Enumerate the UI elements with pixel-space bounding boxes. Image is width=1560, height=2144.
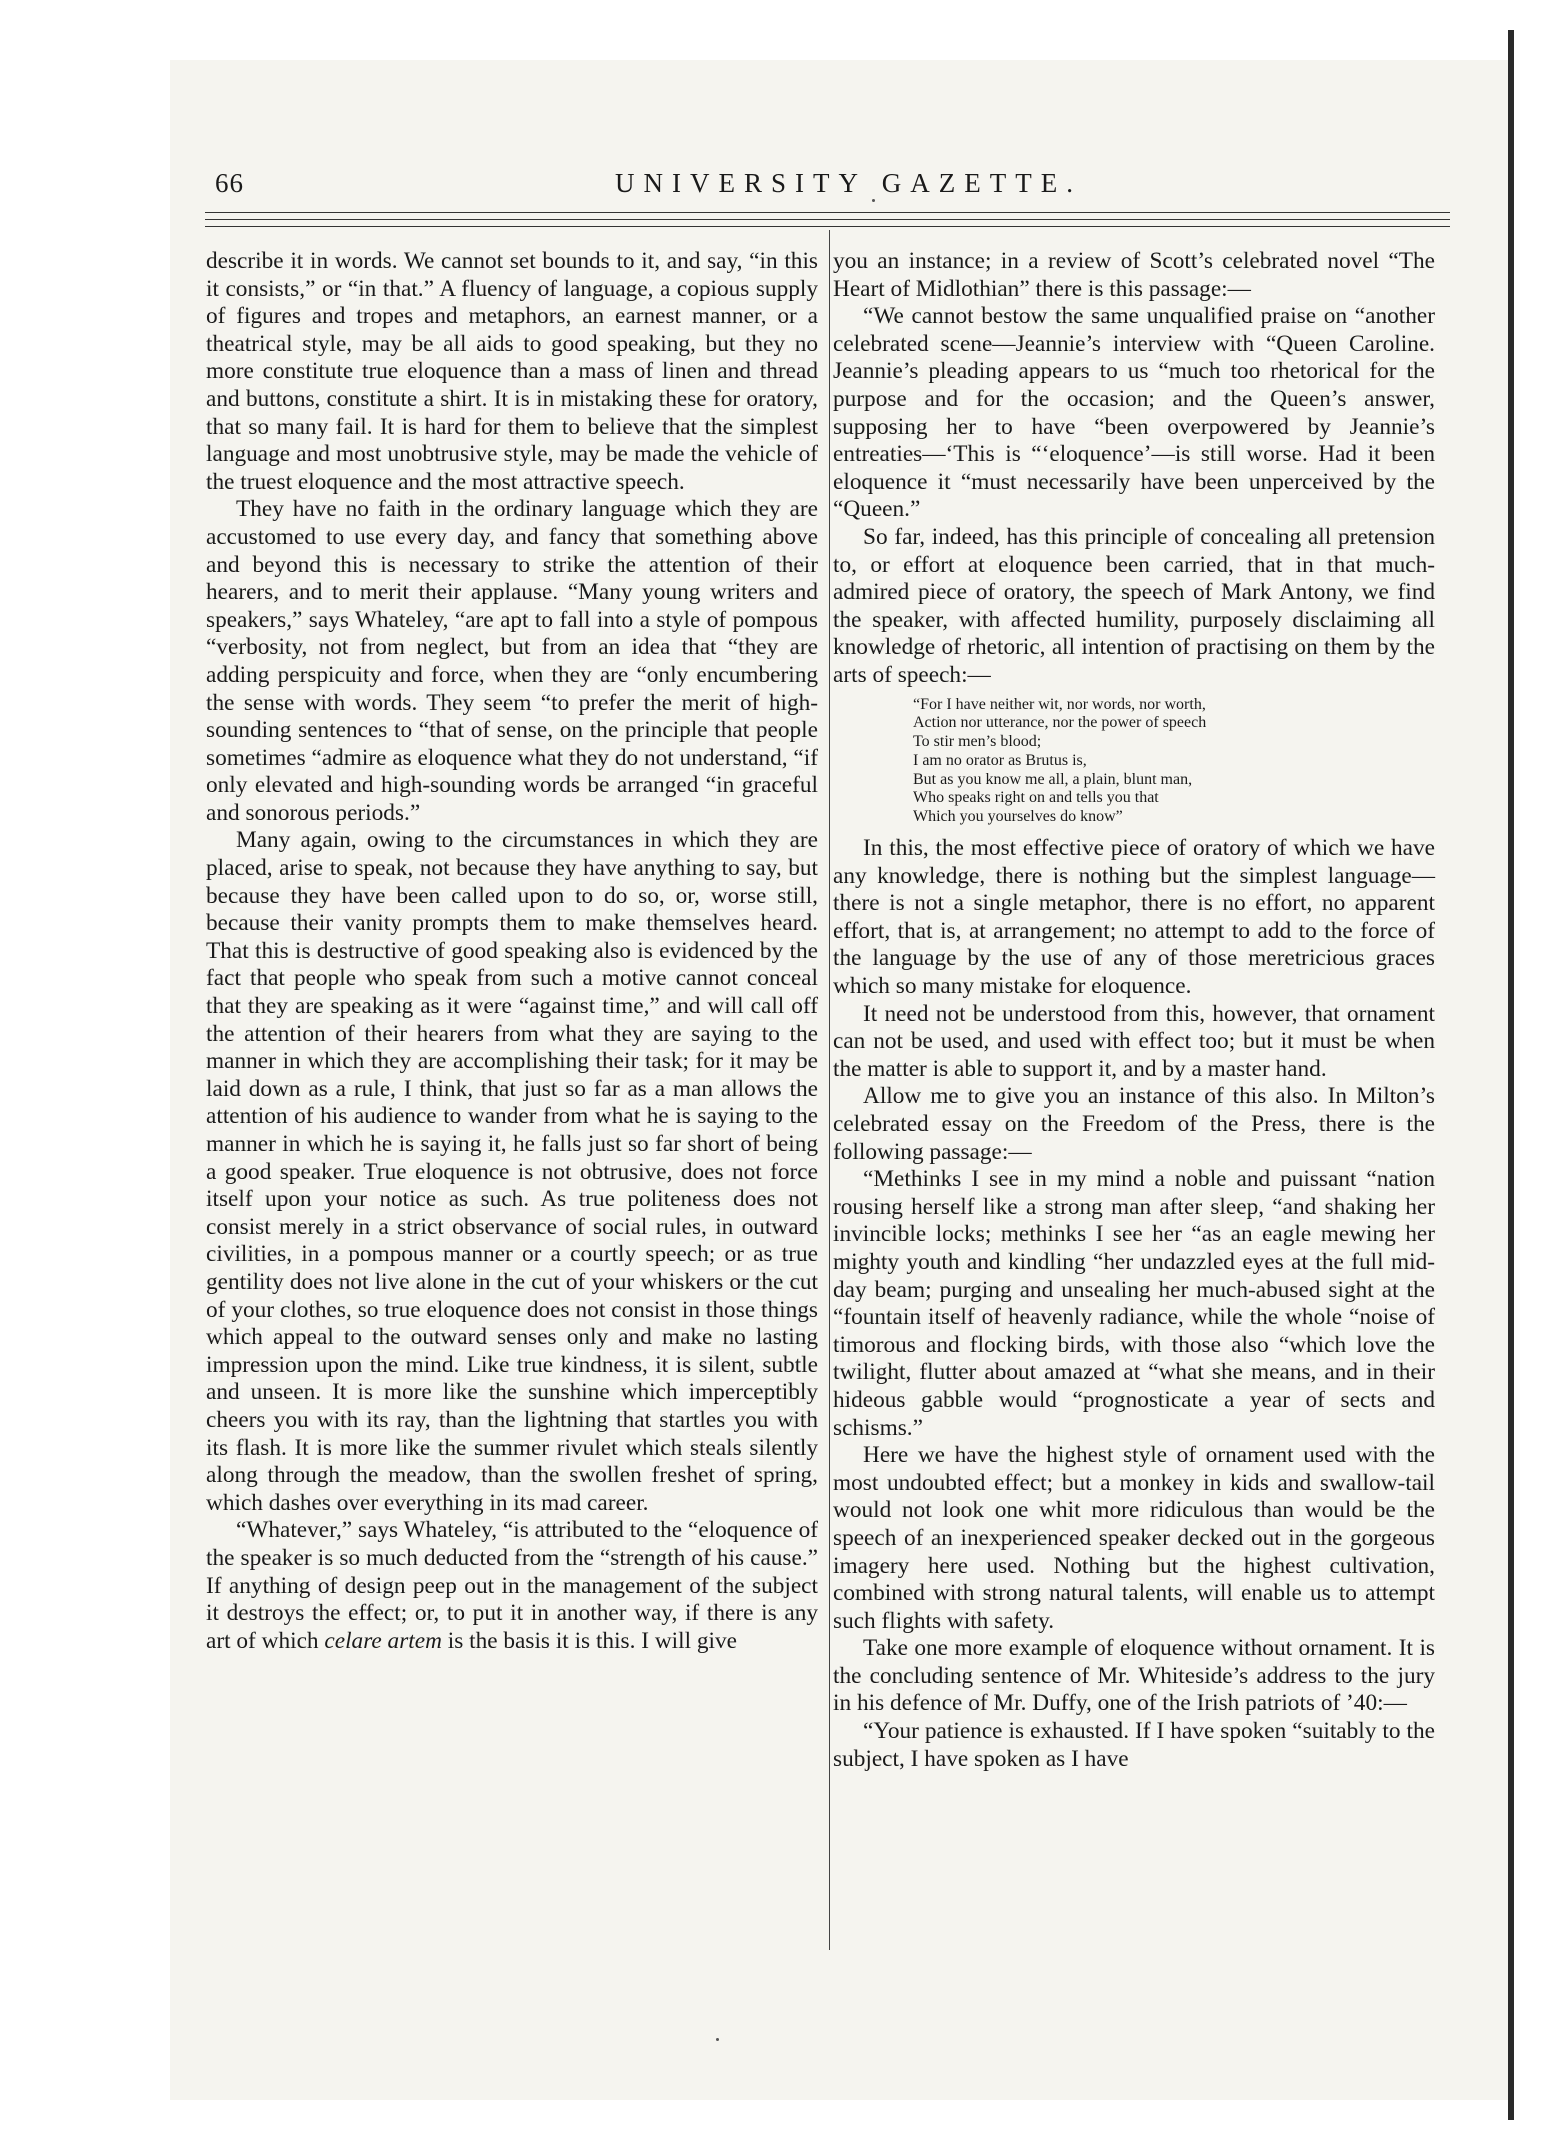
paragraph: In this, the most effective piece of oratory of which we have any knowledge, there is nothing but the simplest language—there is not a single metaphor, there is no effort, no apparent effort, that is, at arrangement; no attempt to add to the force of the language by the use of any of those meretricious graces which so many mistake for eloquence. (833, 835, 1435, 1000)
verse-quotation (913, 696, 1435, 828)
verse-line: I am no orator as Brutus is, (913, 751, 1087, 769)
milton-quotation: “Methinks I see in my mind a noble and puissant “nation rousing herself like a strong man after sleep, “and shaking her invincible locks; methinks I see her “as an eagle mewing her mighty youth and kindling “her undazzled eyes at the full mid-day beam; purging and unsealing her much-abused sight at the “fountain itself of heavenly radiance, while the whole “noise of timorous and flocking birds, with those also “which love the twilight, flutter about amazed at “what she means, and in their hideous gabble would “prognosticate a year of sects and schisms.” (833, 1166, 1435, 1441)
paragraph: Allow me to give you an instance of this also. In Milton’s celebrated essay on the Freedom of the Press, there is the following passage:— (833, 1083, 1435, 1165)
paragraph: They have no faith in the ordinary language which they are accustomed to use every day, and fancy that something above and beyond this is necessary to strike the attention of their hearers, and to merit their applause. “Many young writers and speakers,” says Whateley, “are apt to fall into a style of pompous “verbosity, not from neglect, but from an idea that “they are adding perspicuity and force, when they are “only encumbering the sense with words. They seem “to prefer the merit of high-sounding sentences to “that of sense, on the principle that people sometimes “admire as eloquence what they do not understand, “if only elevated and high-sounding words be arranged “in graceful and sonorous periods.” (206, 496, 818, 826)
header-rule-middle (205, 219, 1450, 220)
paragraph: Many again, owing to the circumstances in which they are placed, arise to speak, not because they have anything to say, but because they have been called upon to do so, or, worse still, because their vanity prompts them to make themselves heard. That this is destructive of good speaking also is evidenced by the fact that people who speak from such a motive cannot conceal that they are speaking as it were “against time,” and will call off the attention of their hearers from what they are saying to the manner in which they are accomplishing their task; for it may be laid down as a rule, I think, that just so far as a man allows the attention of his audience to wander from what he is saying to the manner in which he is saying it, he falls just so far short of being a good speaker. True eloquence is not obtrusive, does not force itself upon your notice as such. As true politeness does not consist merely in a strict observance of social rules, in outward civilities, in a pompous manner or a courtly speech; or as true gentility does not live alone in the cut of your whiskers or the cut of your clothes, so true eloquence does not consist in those things which appeal to the outward senses only and make no lasting impression upon the mind. Like true kindness, it is silent, subtle and unseen. It is more like the sunshine which imperceptibly cheers you with its ray, than the lightning that startles you with its flash. It is more like the summer rivulet which steals silently along through the meadow, than the swollen freshet of spring, which dashes over everything in its mad career. (206, 827, 818, 1516)
quoted-review: “We cannot bestow the same unqualified praise on “another celebrated scene—Jeannie’s interview with “Queen Caroline. Jeannie’s pleading appears to us “much too rhetorical for the purpose and for the occasion; and the Queen’s answer, supposing her to have “been overpowered by Jeannie’s entreaties—‘This is “‘eloquence’—is still worse. Had it been eloquence it “must necessarily have been unperceived by the “Queen.” (833, 303, 1435, 523)
verse-line: Who speaks right on and tells you that (913, 789, 1159, 807)
header-rule-bottom (205, 226, 1450, 227)
paragraph-text: “Whatever,” says Whateley, “is attributed to the “eloquence of the speaker is so much deducted from the “strength of his cause.” If anything of design peep out in the management of the subject it destroys the effect; or, to put it in another way, if there is any art of which (206, 1517, 818, 1654)
verse-line: Action nor utterance, nor the power of speech (913, 714, 1207, 732)
paper-speck (872, 199, 875, 202)
paragraph: So far, indeed, has this principle of concealing all pretension to, or effort at eloquence been carried, that in that much-admired piece of oratory, the speech of Mark Antony, we find the speaker, with affected humility, purposely disclaiming all knowledge of rhetoric, all intention of practising on them by the arts of speech:— (833, 523, 1435, 688)
page-edge-shadow (1508, 30, 1514, 2120)
page-header (215, 168, 1455, 208)
running-title: UNIVERSITY GAZETTE. (615, 168, 1082, 198)
header-rule-top (205, 212, 1450, 213)
paper-speck (716, 2038, 719, 2041)
paragraph: Here we have the highest style of ornament used with the most undoubted effect; but a monkey in kids and swallow-tail would not look one whit more ridiculous than would be the speech of an inexperienced speaker decked out in the gorgeous imagery here used. Nothing but the highest cultivation, combined with strong natural talents, will enable us to attempt such flights with safety. (833, 1442, 1435, 1634)
paragraph: describe it in words. We cannot set bounds to it, and say, “in this it consists,” or “in that.” A fluency of language, a copious supply of figures and tropes and metaphors, an earnest manner, or a theatrical style, may be all aids to good speaking, but they no more constitute true eloquence than a mass of linen and thread and buttons, constitute a shirt. It is in mistaking these for oratory, that so many fail. It is hard for them to believe that the simplest language and most unobtrusive style, may be made the vehicle of the truest eloquence and the most attractive speech. (206, 248, 818, 495)
verse-line: Which you yourselves do know” (913, 808, 1123, 826)
paragraph: It need not be understood from this, however, that ornament can not be used, and used with effect too; but it must be when the matter is able to support it, and by a master hand. (833, 1000, 1435, 1082)
paragraph: Take one more example of eloquence without ornament. It is the concluding sentence of Mr. Whiteside’s address to the jury in his defence of Mr. Duffy, one of the Irish patriots of ’40:— (833, 1635, 1435, 1717)
verse-line: “For I have neither wit, nor words, nor worth, (913, 695, 1206, 713)
right-column (833, 248, 1435, 1773)
left-column (206, 248, 818, 1655)
column-divider (829, 230, 830, 1950)
page-number: 66 (215, 168, 244, 198)
paragraph-tail: is the basis it is this. I will give (441, 1627, 738, 1654)
verse-line: But as you know me all, a plain, blunt man, (913, 770, 1193, 788)
whiteside-quotation: “Your patience is exhausted. If I have spoken “suitably to the subject, I have spoken as I have (833, 1718, 1435, 1772)
verse-line: To stir men’s blood; (913, 733, 1042, 751)
latin-phrase: celare artem (324, 1627, 442, 1654)
paragraph: you an instance; in a review of Scott’s celebrated novel “The Heart of Midlothian” there is this passage:— (833, 248, 1435, 302)
paragraph-final (206, 1517, 818, 1655)
